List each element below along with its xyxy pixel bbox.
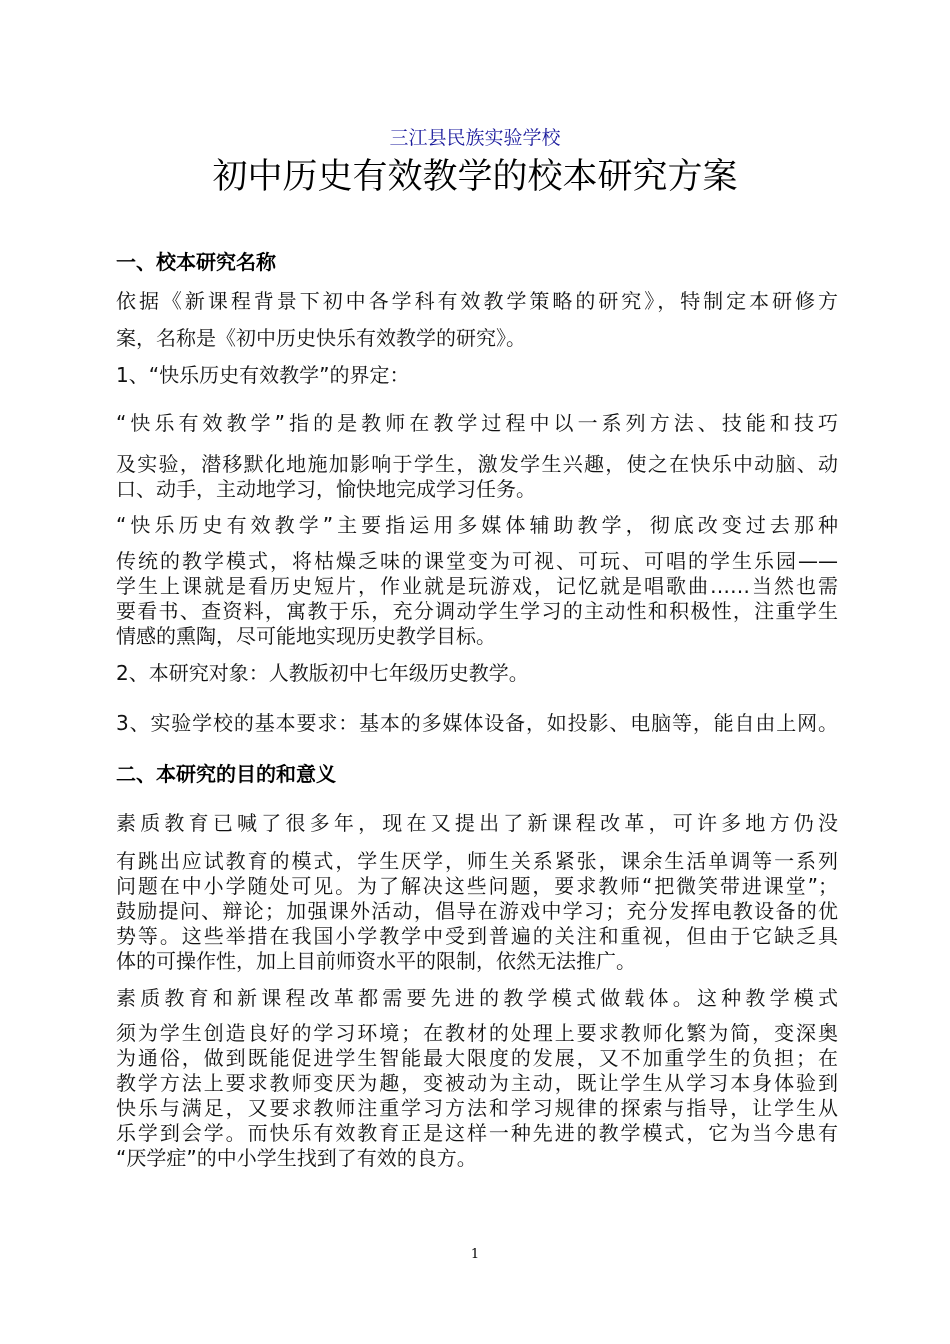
school-name: 三江县民族实验学校 [389,127,561,149]
item-2: 2、本研究对象：人教版初中七年级历史教学。 [116,661,529,685]
paragraph-line: 案，名称是《初中历史快乐有效教学的研究》。 [116,326,526,350]
page-number: 1 [470,1247,480,1262]
paragraph-line: “快乐有效教学”指的是教师在教学过程中以一系列方法、技能和技巧 [116,411,838,435]
paragraph-line: 依据《新课程背景下初中各学科有效教学策略的研究》，特制定本研修方 [116,289,838,313]
paragraph-line: 快乐与满足，又要求教师注重学习方法和学习规律的探索与指导，让学生从 [116,1096,838,1120]
paragraph-line: 素质教育已喊了很多年，现在又提出了新课程改革，可许多地方仍没 [116,811,838,835]
paragraph-line: 教学方法上要求教师变厌为趣，变被动为主动，既让学生从学习本身体验到 [116,1071,838,1095]
paragraph-line: 须为学生创造良好的学习环境；在教材的处理上要求教师化繁为简，变深奥 [116,1021,838,1045]
item-3: 3、实验学校的基本要求：基本的多媒体设备，如投影、电脑等，能自由上网。 [116,711,838,735]
item-heading-1: 1、“快乐历史有效教学”的界定： [116,363,410,387]
section-heading-1: 一、校本研究名称 [116,250,276,274]
paragraph-line: “快乐历史有效教学”主要指运用多媒体辅助教学，彻底改变过去那种 [116,513,838,537]
paragraph-line: 势等。这些举措在我国小学教学中受到普遍的关注和重视，但由于它缺乏具 [116,924,838,948]
document-title: 初中历史有效教学的校本研究方案 [212,157,738,197]
paragraph-line: 情感的熏陶，尽可能地实现历史教学目标。 [116,624,496,648]
paragraph-line: 有跳出应试教育的模式，学生厌学，师生关系紧张，课余生活单调等一系列 [116,849,838,873]
paragraph-line: 传统的教学模式，将枯燥乏味的课堂变为可视、可玩、可唱的学生乐园—— [116,549,838,573]
paragraph-line: 学生上课就是看历史短片，作业就是玩游戏，记忆就是唱歌曲……当然也需 [116,574,838,598]
paragraph-line: 素质教育和新课程改革都需要先进的教学模式做载体。这种教学模式 [116,986,838,1010]
paragraph-line: 问题在中小学随处可见。为了解决这些问题，要求教师“把微笑带进课堂”； [116,874,838,898]
paragraph-line: “厌学症”的中小学生找到了有效的良方。 [116,1146,477,1170]
section-heading-2: 二、本研究的目的和意义 [116,762,336,786]
paragraph-line: 体的可操作性，加上目前师资水平的限制，依然无法推广。 [116,949,636,973]
paragraph-line: 乐学到会学。而快乐有效教育正是这样一种先进的教学模式，它为当今患有 [116,1121,838,1145]
paragraph-line: 要看书、查资料，寓教于乐，充分调动学生学习的主动性和积极性，注重学生 [116,599,838,623]
paragraph-line: 鼓励提问、辩论；加强课外活动，倡导在游戏中学习；充分发挥电教设备的优 [116,899,838,923]
paragraph-line: 口、动手，主动地学习，愉快地完成学习任务。 [116,477,536,501]
paragraph-line: 及实验，潜移默化地施加影响于学生，激发学生兴趣，使之在快乐中动脑、动 [116,452,838,476]
paragraph-line: 为通俗，做到既能促进学生智能最大限度的发展，又不加重学生的负担；在 [116,1046,838,1070]
